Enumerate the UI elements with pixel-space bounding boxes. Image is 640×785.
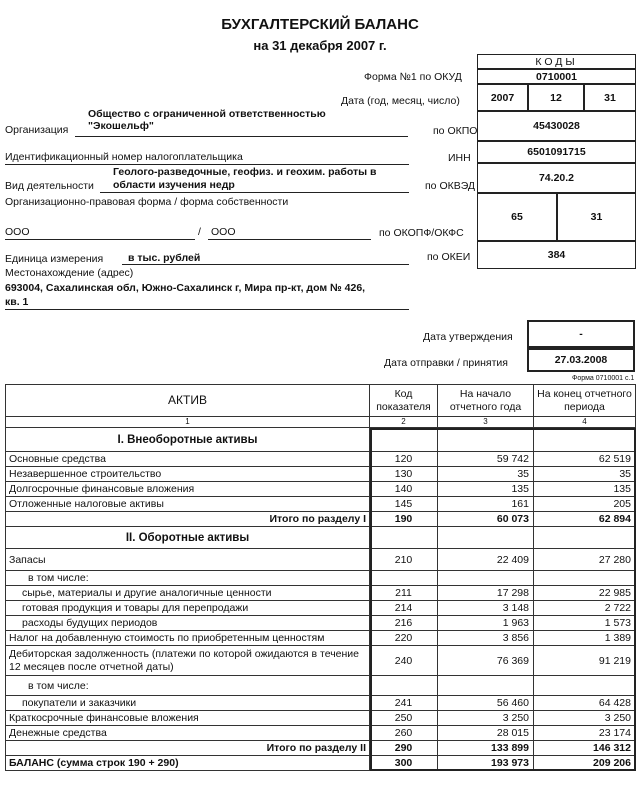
legal-form-underline: [5, 239, 195, 240]
org-label: Организация: [5, 124, 69, 136]
row-code: 140: [370, 482, 438, 497]
report-month: 12: [528, 84, 584, 111]
row-start: 59 742: [438, 452, 534, 467]
row-name: Отложенные налоговые активы: [6, 497, 370, 512]
header-code: Код показателя: [370, 385, 438, 417]
sent-date: 27.03.2008: [527, 348, 635, 372]
section1-title: I. Внеоборотные активы: [6, 428, 370, 452]
total-start: 60 073: [438, 512, 534, 527]
table-row: [6, 726, 636, 741]
inn-code: 6501091715: [477, 141, 636, 163]
row-start: 3 148: [438, 601, 534, 616]
row-start: 17 298: [438, 586, 534, 601]
location-label: Местонахождение (адрес): [5, 267, 134, 279]
total-end: 62 894: [534, 512, 636, 527]
row-name: расходы будущих периодов: [6, 616, 370, 631]
row-end: 1 389: [534, 631, 636, 646]
sent-label: Дата отправки / принятия: [384, 357, 508, 369]
row-end: 2 722: [534, 601, 636, 616]
row-start: 35: [438, 467, 534, 482]
row-end: 1 573: [534, 616, 636, 631]
row-start: 22 409: [438, 549, 534, 571]
balance-end: 209 206: [534, 756, 636, 771]
okud-label: Форма №1 по ОКУД: [364, 71, 462, 83]
row-code: 220: [370, 631, 438, 646]
row-code: 241: [370, 696, 438, 711]
okved-label: по ОКВЭД: [425, 180, 476, 192]
row-code: 260: [370, 726, 438, 741]
table-row: [6, 571, 636, 586]
table-row: [6, 616, 636, 631]
row-code: 145: [370, 497, 438, 512]
row-start: 135: [438, 482, 534, 497]
table-row: [6, 711, 636, 726]
table-row: [6, 482, 636, 497]
row-name: Запасы: [6, 549, 370, 571]
header-start: На начало отчетного года: [438, 385, 534, 417]
okved-code: 74.20.2: [477, 163, 636, 193]
row-end: 23 174: [534, 726, 636, 741]
address-line2: кв. 1: [5, 296, 29, 308]
row-name: Денежные средства: [6, 726, 370, 741]
table-row: [6, 696, 636, 711]
row-end: 91 219: [534, 646, 636, 676]
table-row: [6, 646, 636, 676]
row-start: 3 856: [438, 631, 534, 646]
total-end: 146 312: [534, 741, 636, 756]
okfs-code: 31: [557, 193, 636, 241]
balance-code: 300: [370, 756, 438, 771]
ownership-underline: [208, 239, 371, 240]
activity-label: Вид деятельности: [5, 180, 94, 192]
address-line1: 693004, Сахалинская обл, Южно-Сахалинск г, Мира пр-кт, дом № 426,: [5, 282, 366, 294]
total-start: 133 899: [438, 741, 534, 756]
row-code: 210: [370, 549, 438, 571]
row-code: 216: [370, 616, 438, 631]
row-start: 56 460: [438, 696, 534, 711]
okopf-code: 65: [477, 193, 557, 241]
table-row: [6, 467, 636, 482]
section1-total-row: [6, 512, 636, 527]
codes-header: КОДЫ: [477, 54, 636, 69]
approval-date: -: [527, 320, 635, 348]
page-subtitle: на 31 декабря 2007 г.: [253, 38, 387, 53]
row-start: 76 369: [438, 646, 534, 676]
row-end: 135: [534, 482, 636, 497]
including-label: в том числе:: [6, 676, 370, 696]
row-end: 35: [534, 467, 636, 482]
table-row: [6, 497, 636, 512]
row-start: 1 963: [438, 616, 534, 631]
row-name: покупатели и заказчики: [6, 696, 370, 711]
table-row: [6, 452, 636, 467]
activity-line2: области изучения недр: [113, 179, 235, 191]
balance-start: 193 973: [438, 756, 534, 771]
row-code: 130: [370, 467, 438, 482]
okpo-label: по ОКПО: [433, 125, 478, 137]
table-row: [6, 586, 636, 601]
okpo-code: 45430028: [477, 111, 636, 141]
approval-label: Дата утверждения: [423, 331, 513, 343]
form-note: Форма 0710001 с.1: [572, 375, 635, 382]
unit-label: Единица измерения: [5, 253, 104, 265]
total-code: 290: [370, 741, 438, 756]
row-code: 120: [370, 452, 438, 467]
date-label: Дата (год, месяц, число): [341, 95, 460, 107]
balance-total-row: [6, 756, 636, 771]
inn-underline: [5, 164, 409, 165]
legal-form-slash: /: [198, 226, 201, 238]
okei-code: 384: [477, 241, 636, 269]
header-asset: АКТИВ: [6, 385, 370, 417]
okei-label: по ОКЕИ: [427, 251, 471, 263]
row-name: готовая продукция и товары для перепродажи: [6, 601, 370, 616]
row-start: 161: [438, 497, 534, 512]
address-underline: [5, 309, 409, 310]
unit-underline: [122, 264, 409, 265]
col-number-1: 1: [6, 417, 370, 428]
row-end: 62 519: [534, 452, 636, 467]
org-underline: [75, 136, 408, 137]
row-code: 250: [370, 711, 438, 726]
total-name: Итого по разделу I: [6, 512, 370, 527]
row-end: 205: [534, 497, 636, 512]
total-code: 190: [370, 512, 438, 527]
row-start: 3 250: [438, 711, 534, 726]
okopf-label: по ОКОПФ/ОКФС: [379, 227, 464, 239]
report-year: 2007: [477, 84, 528, 111]
row-code: 214: [370, 601, 438, 616]
inn-label: ИНН: [448, 152, 471, 164]
section2-row: [6, 527, 636, 549]
row-name: Дебиторская задолженность (платежи по которой ожидаются в течение 12 месяцев после отчетной даты): [6, 646, 370, 676]
table-row: [6, 601, 636, 616]
row-start: 28 015: [438, 726, 534, 741]
section1-row: [6, 428, 636, 452]
section2-total-row: [6, 741, 636, 756]
org-name-line1: Общество с ограниченной ответственностью: [88, 108, 326, 120]
ownership-form-value: ООО: [211, 226, 236, 238]
table-row: [6, 549, 636, 571]
column-number-row: [6, 417, 636, 428]
activity-underline: [100, 192, 409, 193]
balance-table: [5, 384, 636, 771]
row-name: Основные средства: [6, 452, 370, 467]
row-end: 3 250: [534, 711, 636, 726]
including-label: в том числе:: [6, 571, 370, 586]
row-name: Налог на добавленную стоимость по приобретенным ценностям: [6, 631, 370, 646]
okud-code: 0710001: [477, 69, 636, 84]
legal-form-value: ООО: [5, 226, 30, 238]
col-number-4: 4: [534, 417, 636, 428]
col-number-2: 2: [370, 417, 438, 428]
row-code: 211: [370, 586, 438, 601]
page-title: БУХГАЛТЕРСКИЙ БАЛАНС: [221, 16, 419, 33]
row-end: 22 985: [534, 586, 636, 601]
table-row: [6, 631, 636, 646]
row-end: 64 428: [534, 696, 636, 711]
org-name-line2: "Экошельф": [88, 120, 154, 132]
col-number-3: 3: [438, 417, 534, 428]
row-name: Краткосрочные финансовые вложения: [6, 711, 370, 726]
row-name: Долгосрочные финансовые вложения: [6, 482, 370, 497]
table-row: [6, 676, 636, 696]
row-name: сырье, материалы и другие аналогичные ценности: [6, 586, 370, 601]
legal-form-caption: Организационно-правовая форма / форма собственности: [5, 196, 289, 208]
activity-line1: Геолого-разведочные, геофиз. и геохим. работы в: [113, 166, 377, 178]
section2-title: II. Оборотные активы: [6, 527, 370, 549]
table-header-row: [6, 385, 636, 417]
row-name: Незавершенное строительство: [6, 467, 370, 482]
row-code: 240: [370, 646, 438, 676]
unit-value: в тыс. рублей: [128, 252, 201, 264]
inn-caption: Идентификационный номер налогоплательщика: [5, 151, 243, 163]
row-end: 27 280: [534, 549, 636, 571]
header-end: На конец отчетного периода: [534, 385, 636, 417]
balance-name: БАЛАНС (сумма строк 190 + 290): [6, 756, 370, 771]
total-name: Итого по разделу II: [6, 741, 370, 756]
report-day: 31: [584, 84, 636, 111]
